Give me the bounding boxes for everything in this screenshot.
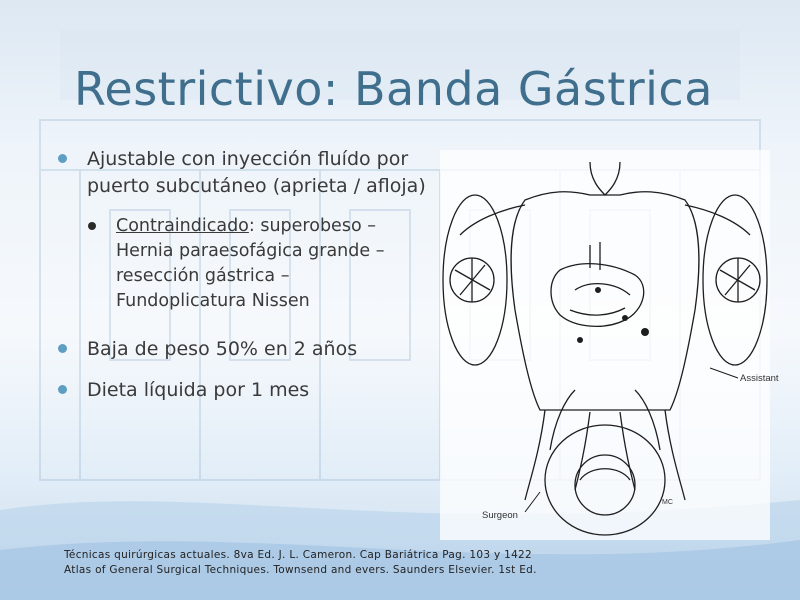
bullet-item — [58, 146, 438, 200]
mc-label: MC — [662, 499, 673, 506]
slide-title: Restrictivo: Banda Gástrica — [74, 62, 713, 116]
bullet-item — [58, 336, 438, 363]
bullet-text: Baja de peso 50% en 2 años — [87, 338, 358, 360]
contraindicated-label: Contraindicado — [116, 216, 249, 236]
sub-bullet-text — [116, 214, 416, 314]
sub-bullet-marker-icon — [88, 222, 96, 230]
surgical-positioning-drawing — [440, 150, 770, 540]
sub-bullet-item — [88, 214, 438, 314]
references — [64, 548, 537, 578]
bullet-marker-icon — [58, 344, 67, 353]
reference-line: Técnicas quirúrgicas actuales. 8va Ed. J. L. Cameron. Cap Bariátrica Pag. 103 y 1422 — [64, 549, 533, 561]
bullet-text: Ajustable con inyección fluído por puerto subcutáneo (aprieta / afloja) — [87, 148, 426, 197]
bullet-item — [58, 377, 438, 404]
reference-line: Atlas of General Surgical Techniques. Townsend and evers. Saunders Elsevier. 1st Ed. — [64, 564, 537, 576]
surgical-illustration — [440, 150, 779, 540]
assistant-label: Assistant — [740, 373, 779, 384]
bullet-marker-icon — [58, 154, 67, 163]
bullet-list — [58, 146, 438, 418]
contraindicated-text: : superobeso – Hernia paraesofágica grande – resección gástrica – Fundoplicatura Nissen — [116, 216, 385, 311]
bullet-marker-icon — [58, 385, 67, 394]
surgeon-label: Surgeon — [482, 510, 518, 521]
bullet-text: Dieta líquida por 1 mes — [87, 379, 310, 401]
